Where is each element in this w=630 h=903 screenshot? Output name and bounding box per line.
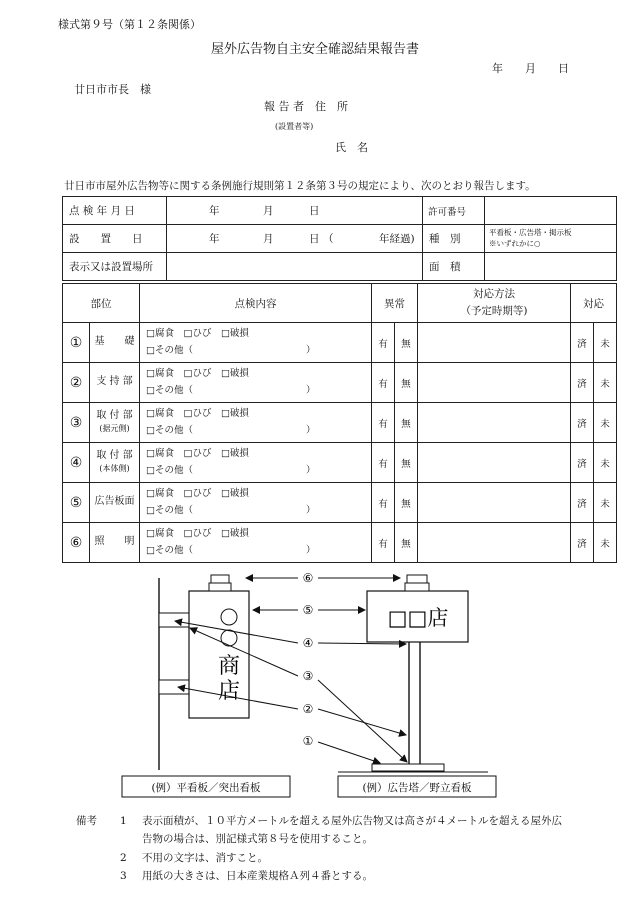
tower-sign-text: □□店	[387, 606, 449, 630]
abnormal-no[interactable]: 無	[395, 403, 418, 443]
install-date-label: 設 置 日	[63, 225, 167, 253]
check-other: □その他（	[146, 424, 193, 436]
left-light	[211, 575, 229, 583]
check-other: □その他（	[146, 344, 193, 356]
part-name: 基 礎	[94, 336, 135, 348]
note-text-2: 不用の文字は、消すこと。	[142, 851, 268, 864]
marker-1: ①	[302, 734, 314, 748]
shop-char-1: 商	[217, 654, 241, 679]
note-item-1-cont: 告物の場合は、別記様式第８号を使用すること。	[142, 833, 373, 846]
elapsed-open: （	[323, 233, 334, 245]
abnormal-yes[interactable]: 有	[372, 523, 395, 563]
part-name: 広告板面	[94, 496, 135, 508]
part-sub: (本体側)	[99, 463, 130, 473]
note-item-1	[76, 812, 616, 830]
marker-3: ③	[302, 669, 314, 683]
permit-number-label: 許可番号	[423, 197, 485, 225]
inspection-year: 年	[209, 205, 220, 217]
kind-label: 種 別	[423, 225, 485, 253]
sign-circle-bottom	[221, 630, 237, 646]
row-number: ⑤	[63, 483, 90, 523]
note-num-2: 2	[120, 851, 127, 864]
action-not-done[interactable]: 未	[594, 483, 617, 523]
install-day: 日	[309, 233, 320, 245]
check-other-close: ）	[306, 344, 316, 356]
upper-bracket	[159, 613, 189, 627]
col-action: 対応	[571, 284, 617, 323]
abnormal-no[interactable]: 無	[395, 323, 418, 363]
check-other-close: ）	[306, 424, 316, 436]
marker-2: ②	[302, 702, 314, 716]
action-not-done[interactable]: 未	[594, 403, 617, 443]
note-item-2	[76, 849, 616, 867]
col-content: 点検内容	[140, 284, 372, 323]
action-not-done[interactable]: 未	[594, 363, 617, 403]
col-abnormal: 異常	[372, 284, 418, 323]
col-method-sub: （予定時期等)	[460, 305, 528, 317]
row-number: ①	[63, 323, 90, 363]
part-name: 照 明	[94, 536, 135, 548]
abnormal-yes[interactable]: 有	[372, 483, 395, 523]
inspection-day: 日	[309, 205, 320, 217]
addressee: 廿日市市長 様	[74, 83, 151, 96]
left-light-base	[209, 583, 231, 591]
note-text-3: 用紙の大きさは、日本産業規格Ａ列４番とする。	[142, 870, 373, 883]
row-number: ⑥	[63, 523, 90, 563]
shop-char-2: 店	[217, 679, 241, 704]
row-number: ④	[63, 443, 90, 483]
date-month: 月	[525, 62, 536, 75]
intro-text: 廿日市市屋外広告物等に関する条例施行規則第１２条第３号の規定により、次のとおり報告します。	[64, 180, 536, 192]
abnormal-no[interactable]: 無	[395, 523, 418, 563]
lower-bracket	[159, 680, 189, 694]
action-done[interactable]: 済	[571, 403, 594, 443]
action-done[interactable]: 済	[571, 443, 594, 483]
action-done[interactable]: 済	[571, 483, 594, 523]
abnormal-no[interactable]: 無	[395, 483, 418, 523]
check-other: □その他（	[146, 384, 193, 396]
note-num-3: 3	[120, 870, 127, 883]
check-line-1[interactable]: □腐食 □ひび □破損	[146, 528, 249, 540]
part-name: 取 付 部	[96, 450, 133, 461]
install-month: 月	[263, 233, 274, 245]
marker-6: ⑥	[302, 571, 314, 585]
row-number: ③	[63, 403, 90, 443]
note-num-1: 1	[120, 815, 127, 827]
action-done[interactable]: 済	[571, 323, 594, 363]
note-item-3	[76, 867, 616, 885]
tower-foundation	[372, 764, 444, 771]
location-label: 表示又は設置場所	[63, 253, 167, 281]
check-other: □その他（	[146, 544, 193, 556]
right-light	[407, 575, 427, 583]
sign-circle-top	[221, 609, 237, 625]
abnormal-yes[interactable]: 有	[372, 443, 395, 483]
notes-label: 備考	[76, 815, 97, 827]
install-year: 年	[209, 233, 220, 245]
abnormal-yes[interactable]: 有	[372, 403, 395, 443]
right-light-base	[405, 583, 429, 591]
check-line-1[interactable]: □腐食 □ひび □破損	[146, 328, 249, 340]
part-sub: (据元側)	[99, 423, 130, 433]
action-not-done[interactable]: 未	[594, 323, 617, 363]
caption-right: (例）広告塔／野立看板	[362, 782, 472, 794]
note-text-1: 表示面積が、１０平方メートルを超える屋外広告物又は高さが４メートルを超える屋外広	[142, 815, 562, 827]
notes	[76, 812, 616, 886]
check-other-close: ）	[306, 464, 316, 476]
check-line-1[interactable]: □腐食 □ひび □破損	[146, 488, 249, 500]
reporter-installer-label: (設置者等)	[275, 122, 314, 131]
elapsed-years: 年経過)	[379, 233, 415, 245]
abnormal-yes[interactable]: 有	[372, 363, 395, 403]
date-day: 日	[558, 62, 569, 75]
part-name: 支 持 部	[96, 376, 133, 388]
date-year: 年	[492, 62, 503, 75]
check-other: □その他（	[146, 504, 193, 516]
caption-left: (例）平看板／突出看板	[151, 782, 261, 794]
abnormal-yes[interactable]: 有	[372, 323, 395, 363]
check-line-1[interactable]: □腐食 □ひび □破損	[146, 408, 249, 420]
action-done[interactable]: 済	[571, 363, 594, 403]
inspection-month: 月	[263, 205, 274, 217]
abnormal-no[interactable]: 無	[395, 443, 418, 483]
form-number: 様式第９号（第１２条関係）	[58, 18, 201, 31]
reporter-address-label: 報 告 者 住 所	[264, 100, 348, 113]
marker-5: ⑤	[302, 603, 314, 617]
check-line-1[interactable]: □腐食 □ひび □破損	[146, 448, 249, 460]
col-method-title: 対応方法	[473, 288, 515, 301]
area-label: 面 積	[423, 253, 485, 281]
check-other-close: ）	[306, 384, 316, 396]
check-other: □その他（	[146, 464, 193, 476]
reporter-name-label: 氏 名	[335, 141, 368, 154]
row-number: ②	[63, 363, 90, 403]
kind-note: ※いずれかに○	[489, 238, 541, 248]
abnormal-no[interactable]: 無	[395, 363, 418, 403]
action-done[interactable]: 済	[571, 523, 594, 563]
part-name: 取 付 部	[96, 410, 133, 421]
document-title: 屋外広告物自主安全確認結果報告書	[210, 42, 419, 57]
action-not-done[interactable]: 未	[594, 443, 617, 483]
kind-options: 平看板・広告塔・掲示板	[489, 228, 572, 238]
check-line-1[interactable]: □腐食 □ひび □破損	[146, 368, 249, 380]
inspection-date-label: 点 検 年 月 日	[63, 197, 167, 225]
action-not-done[interactable]: 未	[594, 523, 617, 563]
check-other-close: ）	[306, 504, 316, 516]
col-part: 部位	[63, 284, 140, 323]
marker-4: ④	[302, 636, 314, 650]
check-other-close: ）	[306, 544, 316, 556]
